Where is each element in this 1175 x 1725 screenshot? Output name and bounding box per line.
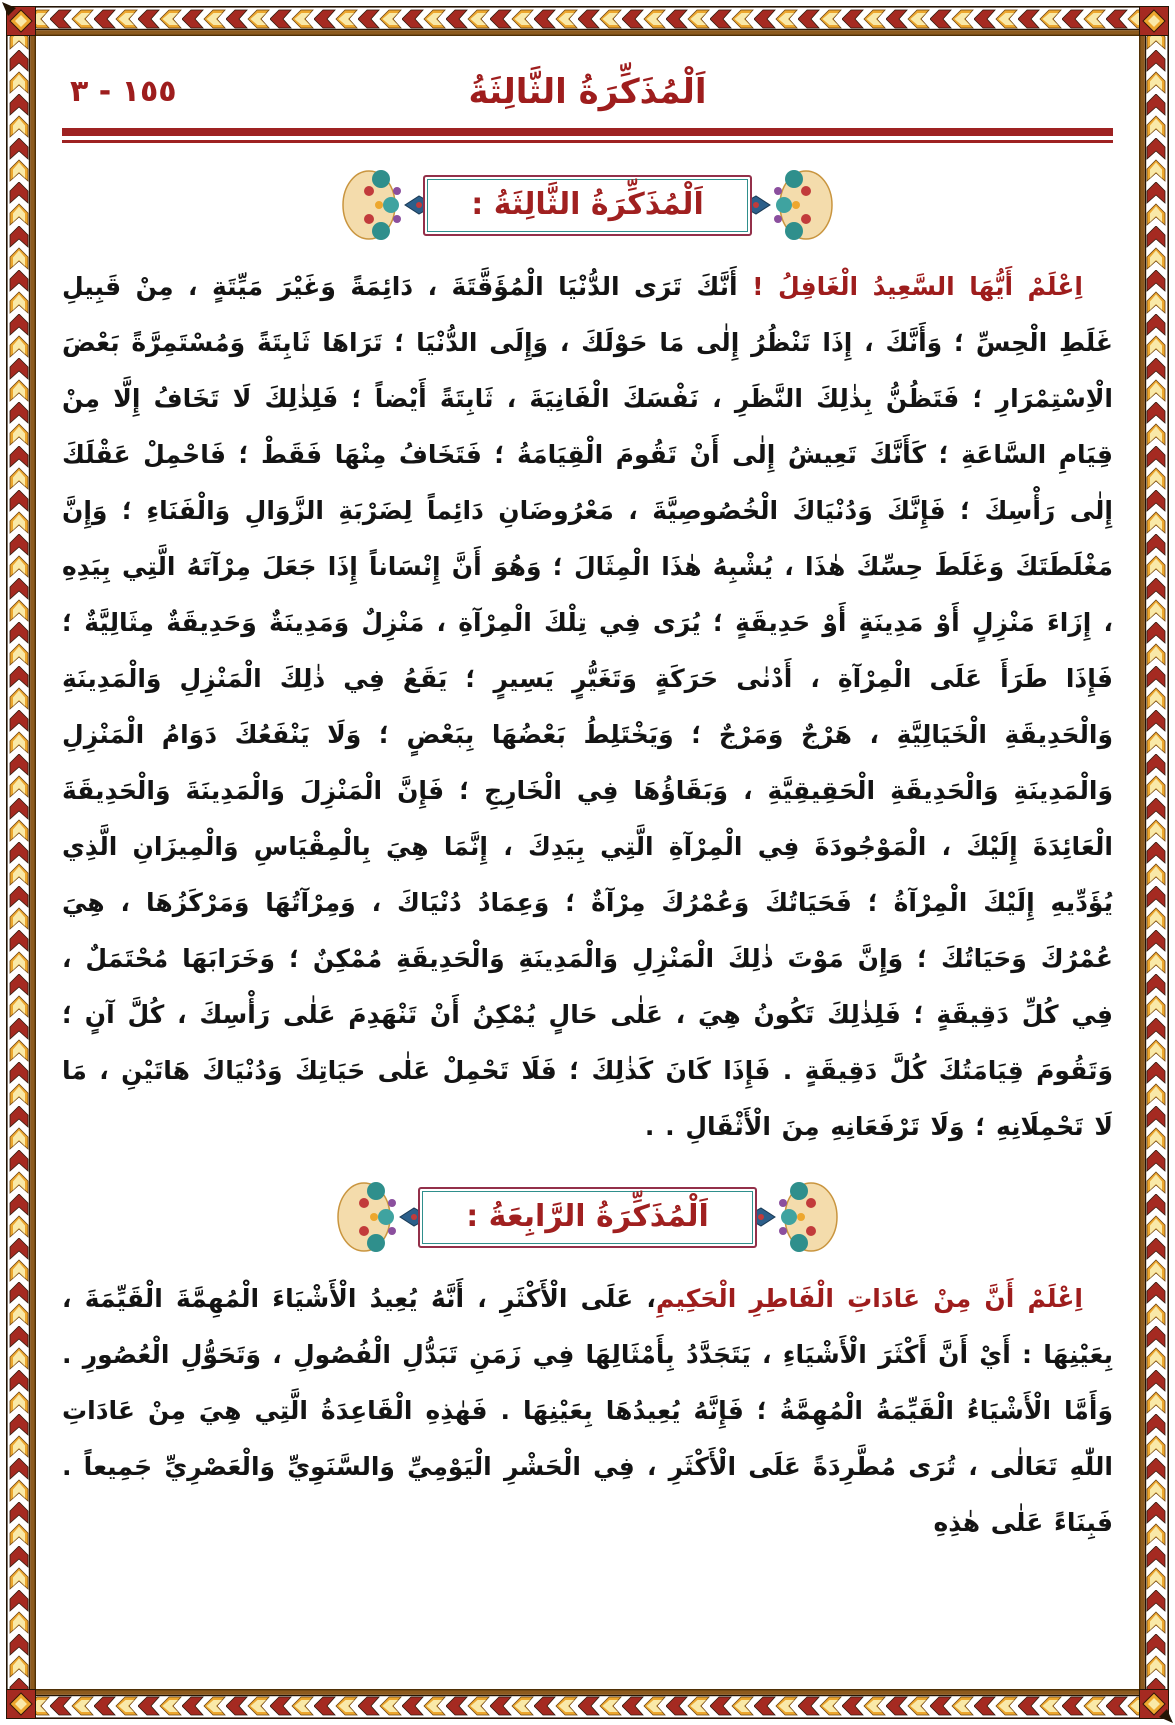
- section-title-box: [418, 1187, 757, 1248]
- section-third-memorandum: [62, 163, 1113, 1155]
- chain-border-bottom-icon: [6, 1689, 1169, 1719]
- corner-finial-icon: [1139, 6, 1169, 36]
- paragraph-lead: اِعْلَمْ أَنَّ مِنْ عَادَاتِ الْفَاطِرِ الْحَكِيمِ: [655, 1284, 1083, 1313]
- chain-border-right-icon: [1139, 6, 1169, 1719]
- ornament-title-row: [62, 163, 1113, 247]
- ornament-title-row: [62, 1175, 1113, 1259]
- paragraph-lead: اِعْلَمْ أَيُّهَا السَّعِيدُ الْغَافِلُ !: [752, 272, 1083, 301]
- chain-border-left-icon: [6, 6, 36, 1719]
- body-paragraph: [62, 1271, 1113, 1551]
- page-title: اَلْمُذَكِّرَةُ الثَّالِثَةُ: [468, 72, 707, 112]
- section-title-box: [423, 175, 751, 236]
- chain-border-top-icon: [6, 6, 1169, 36]
- corner-finial-icon: [6, 1689, 36, 1719]
- rule-thick: [62, 128, 1113, 136]
- page-content: [40, 40, 1135, 1685]
- paragraph-body: أَنَّكَ تَرَى الدُّنْيَا الْمُؤَقَّتَةَ ، دَائِمَةً وَغَيْرَ مَيِّتَةٍ ، مِنْ قَبِيلِ غَلَطِ الْحِسِّ ؛ وَأَنَّكَ ، إِذَا تَنْظُرُ إِلٰى مَا حَوْلَكَ ، وَإِلَى الدُّنْيَا ؛ تَرَاهَا ثَابِتَةً وَمُسْتَمِرَّةً بَعْضَ الْاِسْتِمْرَارِ ؛ فَتَظُنُّ بِذٰلِكَ النَّظَرِ ، نَفْسَكَ الْفَانِيَةَ ، ثَابِتَةً أَيْضاً ؛ فَلِذٰلِكَ لَا تَخَافُ إِلَّا مِنْ قِيَامِ السَّاعَةِ ؛ كَأَنَّكَ تَعِيشُ إِلٰى أَنْ تَقُومَ الْقِيَامَةُ ؛ فَتَخَافُ مِنْهَا فَقَطْ ؛ فَاحْمِلْ عَقْلَكَ إِلٰى رَأْسِكَ ؛ فَإِنَّكَ وَدُنْيَاكَ الْخُصُوصِيَّةَ ، مَعْرُوضَانِ دَائِماً لِضَرْبَةِ الزَّوَالِ وَالْفَنَاءِ ؛ وَإِنَّ مَغْلَطَتَكَ وَغَلَطَ حِسِّكَ هٰذَا ، يُشْبِهُ هٰذَا الْمِثَالَ ؛ وَهُوَ أَنَّ إِنْسَاناً إِذَا جَعَلَ مِرْآتَهُ الَّتِي بِيَدِهِ ، إِزَاءَ مَنْزِلٍ أَوْ مَدِينَةٍ أَوْ حَدِيقَةٍ ؛ يُرَى فِي تِلْكَ الْمِرْآةِ ، مَنْزِلٌ وَمَدِينَةٌ وَحَدِيقَةٌ مِثَالِيَّةٌ ؛ فَإِذَا طَرَأَ عَلَى الْمِرْآةِ ، أَدْنٰى حَرَكَةٍ وَتَغَيُّرٍ يَسِيرٍ ؛ يَقَعُ فِي ذٰلِكَ الْمَنْزِلِ وَالْمَدِينَةِ وَالْحَدِيقَةِ الْخَيَالِيَّةِ ، هَرْجٌ وَمَرْجٌ ؛ وَيَخْتَلِطُ بَعْضُهَا بِبَعْضٍ ؛ وَلَا يَنْفَعُكَ دَوَامُ الْمَنْزِلِ وَالْمَدِينَةِ وَالْحَدِيقَةِ الْحَقِيقِيَّةِ ، وَبَقَاؤُهَا فِي الْخَارِجِ ؛ فَإِنَّ الْمَنْزِلَ وَالْمَدِينَةَ وَالْحَدِيقَةَ الْعَائِدَةَ إِلَيْكَ ، الْمَوْجُودَةَ فِي الْمِرْآةِ الَّتِي بِيَدِكَ ، إِنَّمَا هِيَ بِالْمِقْيَاسِ وَالْمِيزَانِ الَّذِي يُؤَدِّيهِ إِلَيْكَ الْمِرْآةُ ؛ فَحَيَاتُكَ وَعُمْرُكَ مِرْآةٌ ؛ وَعِمَادُ دُنْيَاكَ ، وَمِرْآتُهَا وَمَرْكَزُهَا ، هِيَ عُمْرُكَ وَحَيَاتُكَ ؛ وَإِنَّ مَوْتَ ذٰلِكَ الْمَنْزِلِ وَالْمَدِينَةِ وَالْحَدِيقَةِ مُمْكِنٌ ؛ وَخَرَابَهَا مُحْتَمَلٌ ، فِي كُلِّ دَقِيقَةٍ ؛ فَلِذٰلِكَ تَكُونُ هِيَ ، عَلٰى حَالٍ يُمْكِنُ أَنْ تَنْهَدِمَ عَلٰى رَأْسِكَ ، كُلَّ آنٍ ؛ وَتَقُومَ قِيَامَتُكَ كُلَّ دَقِيقَةٍ . فَإِذَا كَانَ كَذٰلِكَ ؛ فَلَا تَحْمِلْ عَلٰى حَيَاتِكَ وَدُنْيَاكَ هَاتَيْنِ ، مَا لَا تَحْمِلَانِهِ ؛ وَلَا تَرْفَعَانِهِ مِنَ الْأَثْقَالِ . .: [62, 272, 1113, 1141]
- corner-spike-icon: [1157, 1707, 1175, 1725]
- body-paragraph: [62, 259, 1113, 1155]
- section-fourth-memorandum: [62, 1175, 1113, 1551]
- floral-ornament-icon: [743, 1175, 839, 1259]
- paragraph-body: ، عَلَى الْأَكْثَرِ ، أَنَّهُ يُعِيدُ الْأَشْيَاءَ الْمُهِمَّةَ الْقَيِّمَةَ ، بِعَيْنِهَا : أَيْ أَنَّ أَكْثَرَ الْأَشْيَاءِ ، يَتَجَدَّدُ بِأَمْثَالِهَا فِي زَمَنِ تَبَدُّلِ الْفُصُولِ ، وَتَحَوُّلِ الْعُصُورِ . وَأَمَّا الْأَشْيَاءُ الْقَيِّمَةُ الْمُهِمَّةُ ؛ فَإِنَّهُ يُعِيدُهَا بِعَيْنِهَا . فَهٰذِهِ الْقَاعِدَةُ الَّتِي هِيَ مِنْ عَادَاتِ اللّٰهِ تَعَالٰى ، تُرَى مُطَّرِدَةً عَلَى الْأَكْثَرِ ، فِي الْحَشْرِ الْيَوْمِيِّ وَالسَّنَوِيِّ وَالْعَصْرِيِّ جَمِيعاً . فَبِنَاءً عَلٰى هٰذِهِ: [62, 1284, 1113, 1537]
- corner-spike-icon: [0, 0, 18, 18]
- page-number: ١٥٥ - ٣: [70, 74, 177, 109]
- rule-thin: [62, 140, 1113, 143]
- floral-ornament-icon: [738, 163, 834, 247]
- header-double-rule: [62, 128, 1113, 143]
- page-header: [62, 66, 1113, 118]
- section-title: اَلْمُذَكِّرَةُ الثَّالِثَةُ :: [471, 186, 704, 222]
- section-title: اَلْمُذَكِّرَةُ الرَّابِعَةُ :: [466, 1198, 709, 1234]
